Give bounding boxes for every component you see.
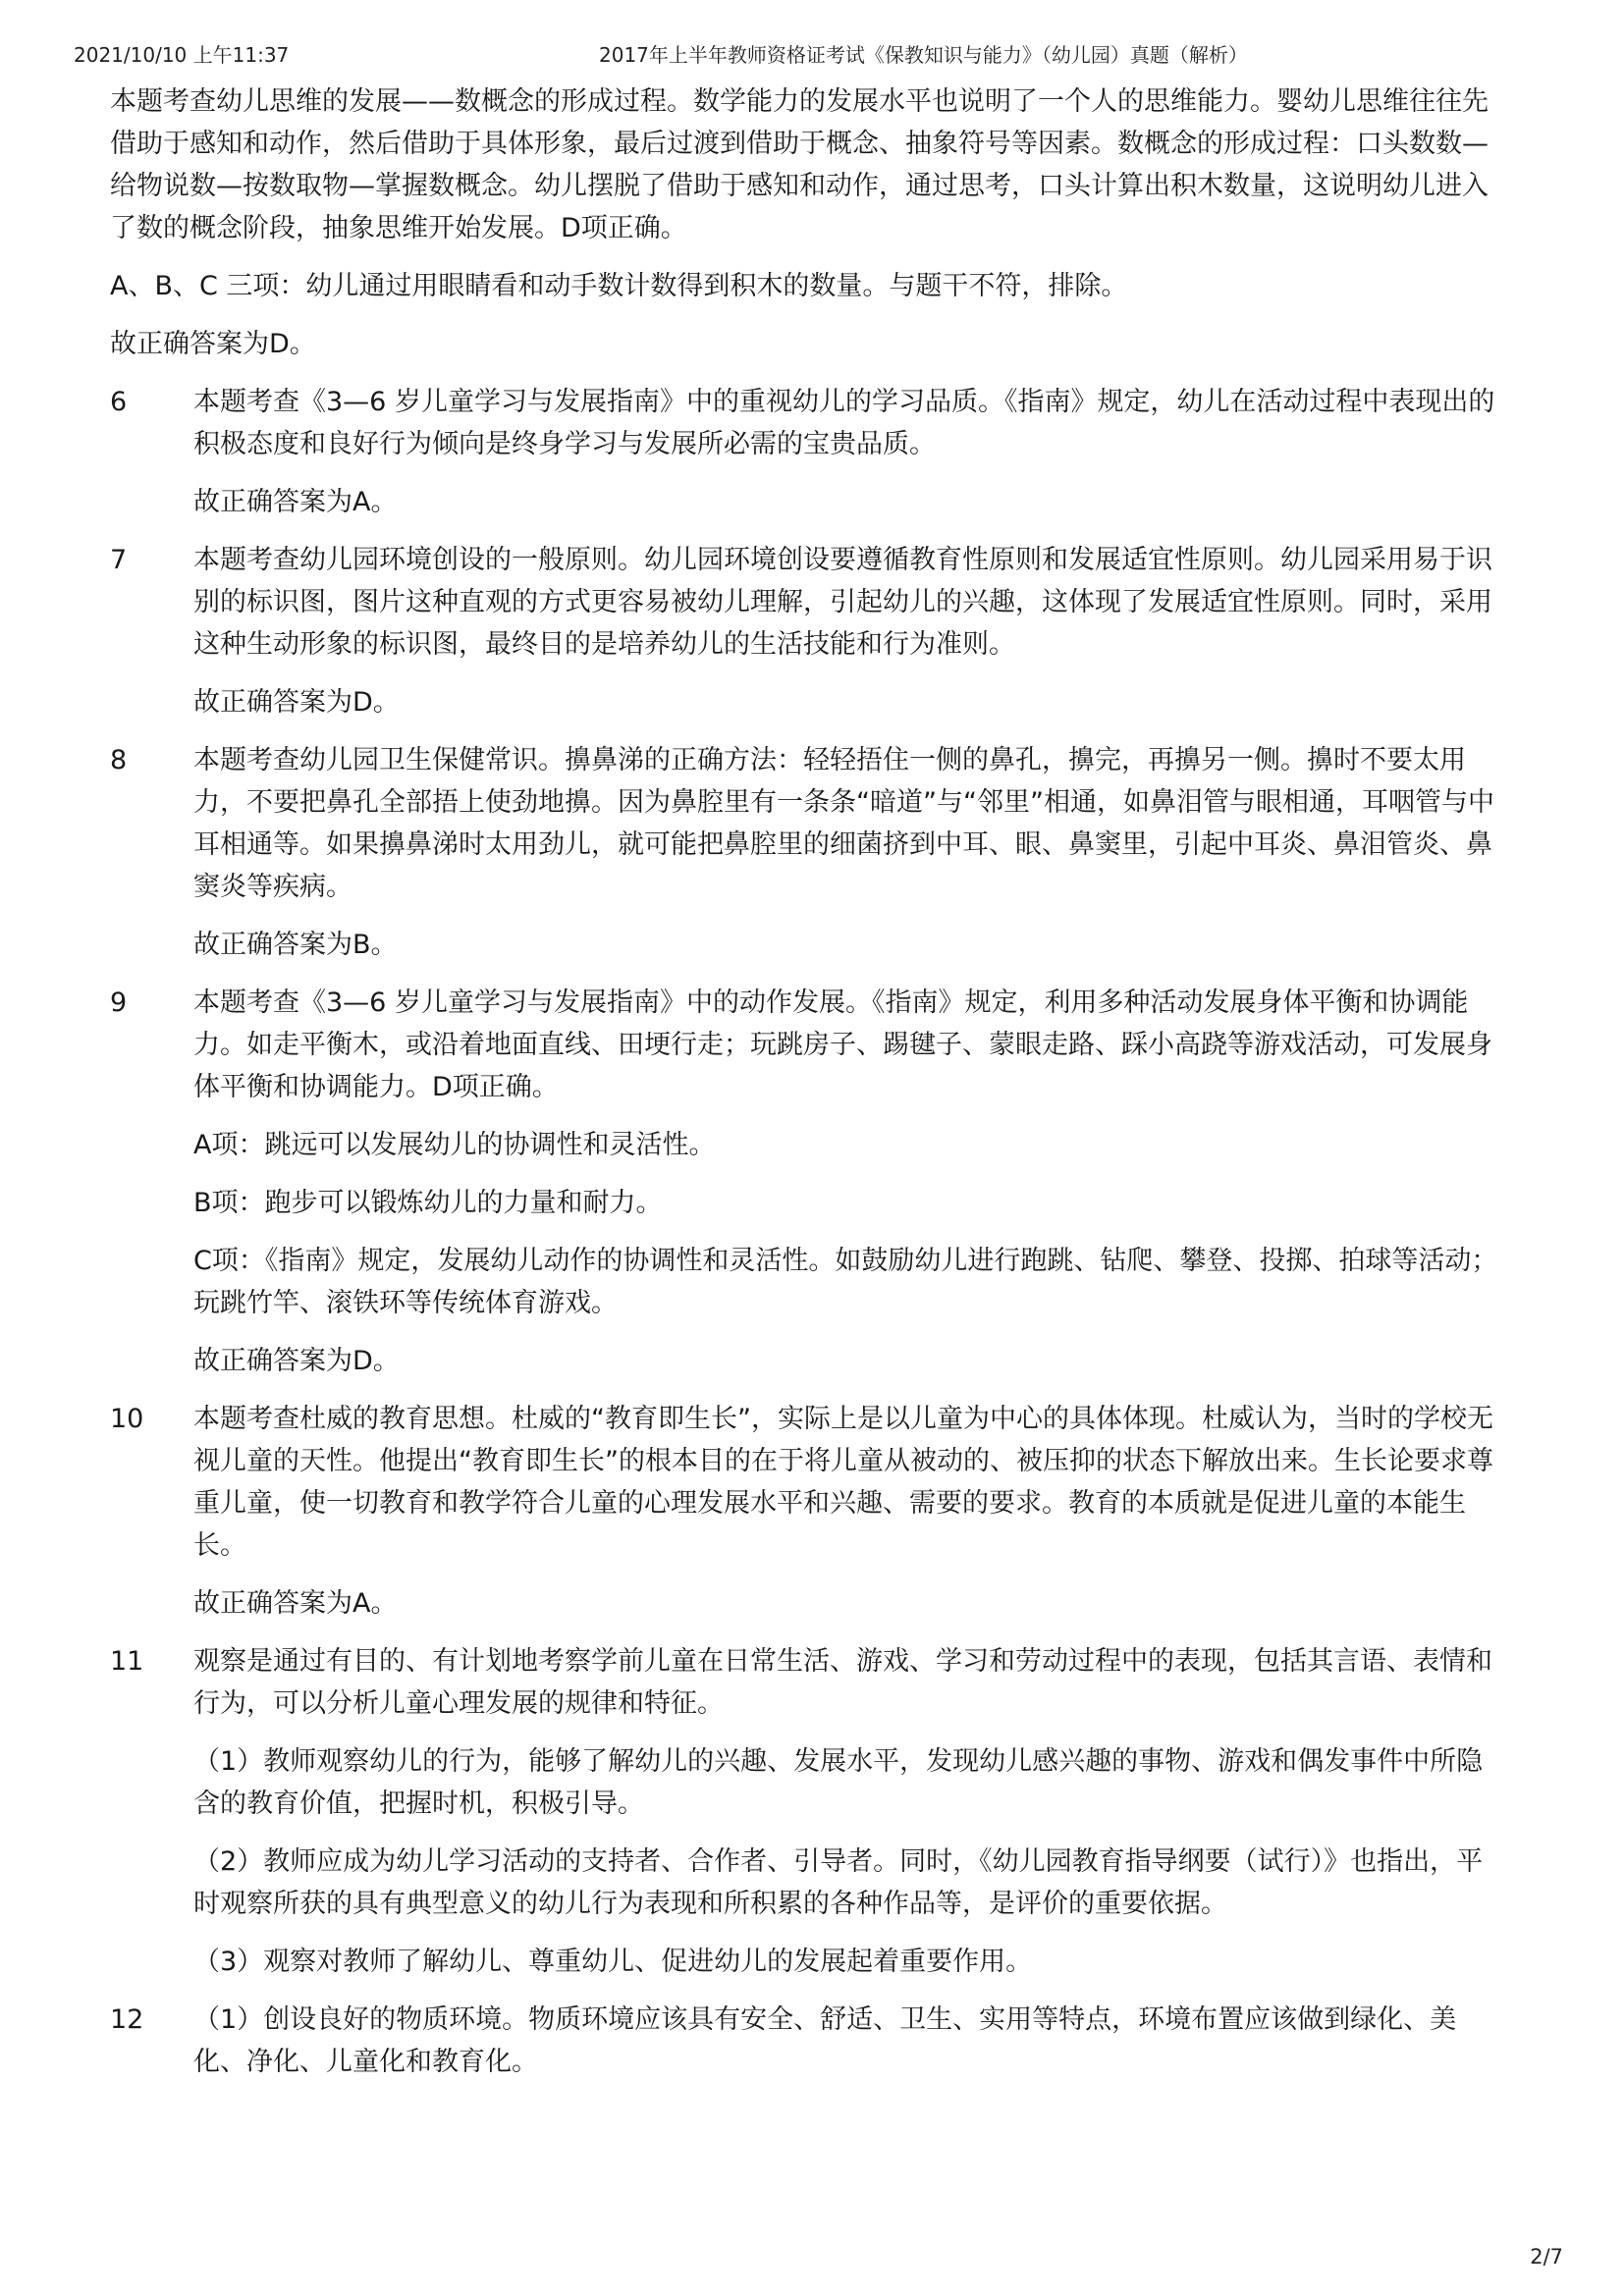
question-item — [110, 982, 1504, 1382]
intro-answer: 故正确答案为D。 — [110, 329, 316, 359]
question-number: 7 — [110, 545, 128, 575]
print-date: 2021/10/10 上午11:37 — [74, 43, 290, 67]
point-paragraph: （1）教师观察幼儿的行为，能够了解幼儿的兴趣、发展水平，发现幼儿感兴趣的事物、游戏和偶发事件中所隐含的教育价值，把握时机，积极引导。 — [193, 1746, 1484, 1819]
question-number: 8 — [110, 745, 128, 775]
question-item — [110, 1999, 1504, 2083]
question-number: 11 — [110, 1646, 144, 1677]
page-content — [110, 80, 1504, 2099]
option-explanation: C项：《指南》规定，发展幼儿动作的协调性和灵活性。如鼓励幼儿进行跑跳、钻爬、攀登、投掷、拍球等活动；玩跳竹竿、滚铁环等传统体育游戏。 — [193, 1246, 1498, 1318]
option-explanation: B项：跑步可以锻炼幼儿的力量和耐力。 — [193, 1188, 663, 1218]
point-paragraph: （1）创设良好的物质环境。物质环境应该具有安全、舒适、卫生、实用等特点，环境布置应该做到绿化、美化、净化、儿童化和教育化。 — [193, 2004, 1457, 2077]
explanation-paragraph: 本题考查《3—6 岁儿童学习与发展指南》中的动作发展。《指南》规定，利用多种活动发展身体平衡和协调能力。如走平衡木，或沿着地面直线、田埂行走；玩跳房子、踢毽子、蒙眼走路、踩小高跷等游戏活动，可发展身体平衡和协调能力。D项正确。 — [193, 988, 1492, 1102]
explanation-paragraph: 本题考查幼儿园环境创设的一般原则。幼儿园环境创设要遵循教育性原则和发展适宜性原则。幼儿园采用易于识别的标识图，图片这种直观的方式更容易被幼儿理解，引起幼儿的兴趣，这体现了发展适宜性原则。同时，采用这种生动形象的标识图，最终目的是培养幼儿的生活技能和行为准则。 — [193, 545, 1492, 660]
document-title: 2017年上半年教师资格证考试《保教知识与能力》（幼儿园）真题（解析） — [599, 43, 1248, 67]
question-number: 12 — [110, 2004, 144, 2035]
explanation-paragraph: 本题考查幼儿园卫生保健常识。擤鼻涕的正确方法：轻轻捂住一侧的鼻孔，擤完，再擤另一侧。擤时不要太用力，不要把鼻孔全部捂上使劲地擤。因为鼻腔里有一条条“暗道”与“邻里”相通，如鼻泪管与眼相通，耳咽管与中耳相通等。如果擤鼻涕时太用劲儿，就可能把鼻腔里的细菌挤到中耳、眼、鼻窦里，引起中耳炎、鼻泪管炎、鼻窦炎等疾病。 — [193, 745, 1494, 902]
option-explanation: A项：跳远可以发展幼儿的协调性和灵活性。 — [193, 1130, 716, 1160]
explanation-paragraph: 观察是通过有目的、有计划地考察学前儿童在日常生活、游戏、学习和劳动过程中的表现，包括其言语、表情和行为，可以分析儿童心理发展的规律和特征。 — [193, 1646, 1492, 1719]
question-item — [110, 739, 1504, 966]
page-number: 2/7 — [1530, 2245, 1563, 2269]
question-number: 10 — [110, 1404, 144, 1434]
intro-paragraph: A、B、C 三项：幼儿通过用眼睛看和动手数计数得到积木的数量。与题干不符，排除。 — [110, 271, 1128, 301]
answer-line: 故正确答案为A。 — [193, 487, 398, 517]
answer-line: 故正确答案为D。 — [193, 687, 400, 718]
question-number: 9 — [110, 988, 128, 1018]
print-header — [74, 39, 1550, 69]
question-item — [110, 1398, 1504, 1625]
answer-line: 故正确答案为D。 — [193, 1346, 400, 1376]
answer-line: 故正确答案为B。 — [193, 930, 398, 960]
explanation-paragraph: 本题考查《3—6 岁儿童学习与发展指南》中的重视幼儿的学习品质。《指南》规定，幼儿在活动过程中表现出的积极态度和良好行为倾向是终身学习与发展所必需的宝贵品质。 — [193, 387, 1495, 459]
answer-line: 故正确答案为A。 — [193, 1588, 398, 1619]
question-item — [110, 539, 1504, 723]
question-item — [110, 1640, 1504, 1983]
point-paragraph: （3）观察对教师了解幼儿、尊重幼儿、促进幼儿的发展起着重要作用。 — [193, 1947, 1033, 1977]
question-number: 6 — [110, 387, 128, 417]
intro-paragraph: 本题考查幼儿思维的发展——数概念的形成过程。数学能力的发展水平也说明了一个人的思维能力。婴幼儿思维往往先借助于感知和动作，然后借助于具体形象，最后过渡到借助于概念、抽象符号等因素。数概念的形成过程：口头数数—给物说数—按数取物—掌握数概念。幼儿摆脱了借助于感知和动作，通过思考，口头计算出积木数量，这说明幼儿进入了数的概念阶段，抽象思维开始发展。D项正确。 — [110, 86, 1489, 243]
point-paragraph: （2）教师应成为幼儿学习活动的支持者、合作者、引导者。同时，《幼儿园教育指导纲要（试行）》也指出，平时观察所获的具有典型意义的幼儿行为表现和所积累的各种作品等，是评价的重要依据。 — [193, 1846, 1484, 1919]
question-item — [110, 381, 1504, 523]
explanation-paragraph: 本题考查杜威的教育思想。杜威的“教育即生长”，实际上是以儿童为中心的具体体现。杜威认为，当时的学校无视儿童的天性。他提出“教育即生长”的根本目的在于将儿童从被动的、被压抑的状态下解放出来。生长论要求尊重儿童，使一切教育和教学符合儿童的心理发展水平和兴趣、需要的要求。教育的本质就是促进儿童的本能生长。 — [193, 1404, 1493, 1561]
